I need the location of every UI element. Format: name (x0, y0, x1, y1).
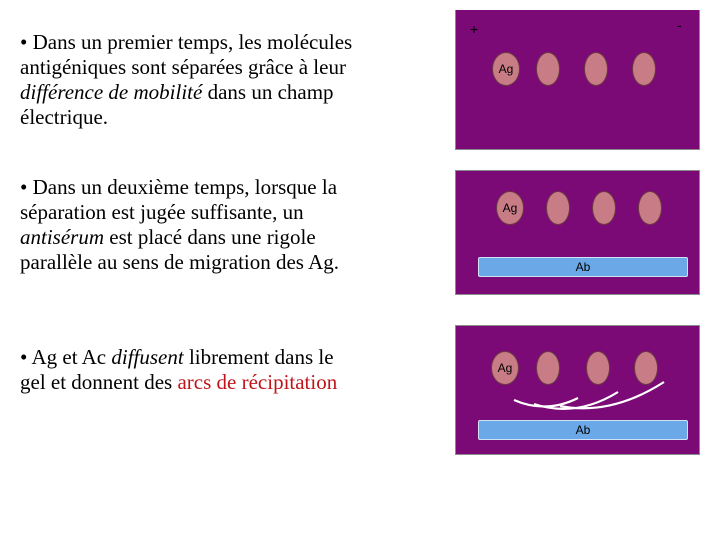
bullet: • (20, 30, 28, 54)
term-mobility: différence de mobilité (20, 80, 203, 104)
paragraph-electrophoresis (20, 30, 420, 130)
bullet: • (20, 345, 28, 369)
p2-line3: est placé dans une rigole (104, 225, 316, 249)
p3-line1-pre: Ag et Ac (31, 345, 112, 369)
antigen-well-label: Ag (496, 191, 524, 225)
p2-line1: Dans un deuxième temps, lorsque la (32, 175, 338, 199)
antigen-well (536, 52, 560, 86)
p2-line2: séparation est jugée suffisante, un (20, 200, 304, 224)
p1-line3: dans un champ (202, 80, 334, 104)
antigen-well-label: Ag (491, 351, 519, 385)
term-diffusent: diffusent (111, 345, 184, 369)
precipitation-arcs-text: arcs de récipitation (177, 370, 338, 394)
anode-sign: + (470, 21, 479, 37)
p1-line1: Dans un premier temps, les molécules (32, 30, 353, 54)
gel-panel-electrophoresis (455, 10, 700, 150)
paragraph-antiserum (20, 175, 420, 275)
antibody-trough: Ab (478, 420, 688, 440)
antigen-well (632, 52, 656, 86)
antibody-trough: Ab (478, 257, 688, 277)
cathode-sign: - (677, 17, 682, 33)
paragraph-diffusion (20, 345, 420, 395)
gel-panel-diffusion (455, 325, 700, 455)
p3-line2: gel et donnent des (20, 370, 178, 394)
gel-panel-antiserum (455, 170, 700, 295)
antigen-well (638, 191, 662, 225)
antigen-well-label: Ag (492, 52, 520, 86)
p3-line1-post: librement dans le (183, 345, 334, 369)
term-antiserum: antisérum (20, 225, 104, 249)
antigen-well (546, 191, 570, 225)
p1-line2: antigéniques sont séparées grâce à leur (20, 55, 346, 79)
precipitation-arc (514, 398, 578, 407)
p1-line4: électrique. (20, 105, 109, 129)
bullet: • (20, 175, 28, 199)
p2-line4: parallèle au sens de migration des Ag. (20, 250, 339, 274)
antigen-well (584, 52, 608, 86)
antigen-well (592, 191, 616, 225)
